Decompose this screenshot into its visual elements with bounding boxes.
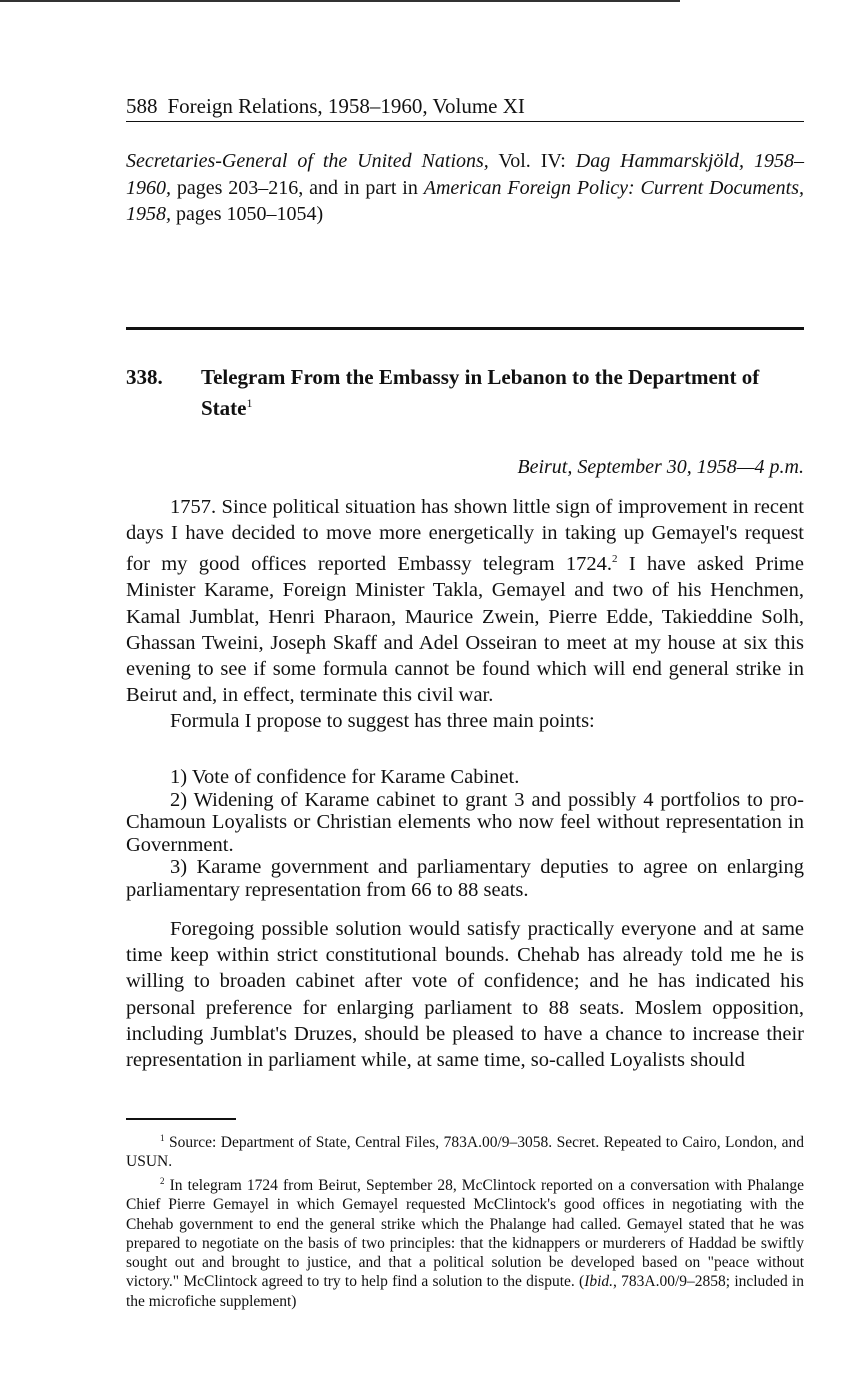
paragraph-1 bbox=[126, 494, 804, 708]
footnote-1 bbox=[126, 1129, 804, 1172]
cont-italic-2: Dag Hammarskjöld, 1958–1960, bbox=[126, 150, 804, 199]
fn2-ibid: Ibid. bbox=[584, 1273, 614, 1291]
fn1-mark: 1 bbox=[160, 1133, 165, 1143]
p1-text-b: I have asked Prime Minister Karame, Foreign Minister Takla, Gemayel and two of his Henchmen, Kamal Jumblat, Henri Pharaon, Maurice Zwein, Pierre Edde, Takieddine Solh, Ghassan Tweini, Joseph Skaff and Adel Osseiran to meet at my house at six this evening to see if some formula cannot be found which will end general strike in Beirut and, in effect, terminate this civil war. bbox=[126, 553, 804, 707]
formula-points bbox=[126, 766, 804, 901]
footnote-divider bbox=[126, 1118, 236, 1120]
p1-footnote-ref[interactable]: 2 bbox=[611, 553, 618, 566]
telegram-body-continued bbox=[126, 916, 804, 1073]
fn1-text: Source: Department of State, Central Files, 783A.00/9–3058. Secret. Repeated to Cairo, London, and USUN. bbox=[126, 1134, 804, 1171]
document-number: 338. bbox=[126, 365, 163, 389]
paragraph-3: Foregoing possible solution would satisfy practically everyone and at same time keep within strict constitutional bounds. Chehab has already told me he is willing to broaden cabinet after vote of confidence; and he has indicated his personal preference for enlarging parliament to 88 seats. Moslem opposition, including Jumblat's Druzes, should be pleased to have a chance to increase their representation in parliament while, at same time, so-called Loyalists should bbox=[126, 918, 804, 1072]
fn2-text-a: In telegram 1724 from Beirut, September 28, McClintock reported on a conversation with Phalange Chief Pierre Gemayel in which Gemayel requested McClintock's good offices in negotiating with the Chehab government to end the general strike which the Phalange had called. Gemayel stated that he was prepared to negotiate on the basis of two principles: that the kidnappers or murderers of Haddad be swiftly sought out and brought to justice, and that a political solution be developed based on "peace without victory." McClintock agreed to try to help find a solution to the dispute. ( bbox=[126, 1176, 804, 1291]
cont-text-1: Vol. IV: bbox=[488, 150, 576, 172]
p1-text-a: 1757. Since political situation has shown little sign of improvement in recent days I have decided to move more energetically in taking up Gemayel's request for my good offices reported Embassy telegram 1724. bbox=[126, 496, 804, 576]
point-3: 3) Karame government and parliamentary deputies to agree on enlarging parliamentary representation from 66 to 88 seats. bbox=[126, 856, 804, 901]
running-header bbox=[126, 94, 804, 122]
dateline: Beirut, September 30, 1958—4 p.m. bbox=[517, 456, 804, 478]
title-footnote-ref[interactable]: 1 bbox=[246, 396, 253, 410]
footnote-2 bbox=[126, 1172, 804, 1311]
section-divider bbox=[126, 327, 804, 330]
running-title: Foreign Relations, 1958–1960, Volume XI bbox=[167, 94, 525, 118]
page-number: 588 bbox=[126, 94, 158, 118]
fn2-text-b: , 783A.00/9–2858; included in the microfiche supplement) bbox=[126, 1273, 804, 1310]
cont-italic-3: American Foreign Policy: Current Documents, 1958, bbox=[126, 176, 804, 225]
top-border-line bbox=[0, 0, 680, 2]
point-1: 1) Vote of confidence for Karame Cabinet. bbox=[170, 766, 520, 788]
point-2: 2) Widening of Karame cabinet to grant 3 and possibly 4 portfolios to pro-Chamoun Loyalists or Christian elements who now feel without representation in Government. bbox=[126, 788, 804, 856]
fn2-mark: 2 bbox=[160, 1175, 165, 1186]
continuation-text bbox=[126, 148, 804, 228]
cont-italic-1: Secretaries-General of the United Nations, bbox=[126, 150, 489, 172]
document-title-wrap bbox=[201, 364, 804, 421]
document-heading bbox=[126, 364, 804, 421]
telegram-body bbox=[126, 494, 804, 735]
footnotes bbox=[126, 1129, 804, 1311]
paragraph-2: Formula I propose to suggest has three main points: bbox=[170, 710, 595, 733]
document-title: Telegram From the Embassy in Lebanon to the Department of State bbox=[201, 365, 760, 420]
cont-text-2: pages 203–216, and in part in bbox=[171, 176, 424, 199]
cont-text-3: pages 1050–1054) bbox=[171, 203, 324, 225]
